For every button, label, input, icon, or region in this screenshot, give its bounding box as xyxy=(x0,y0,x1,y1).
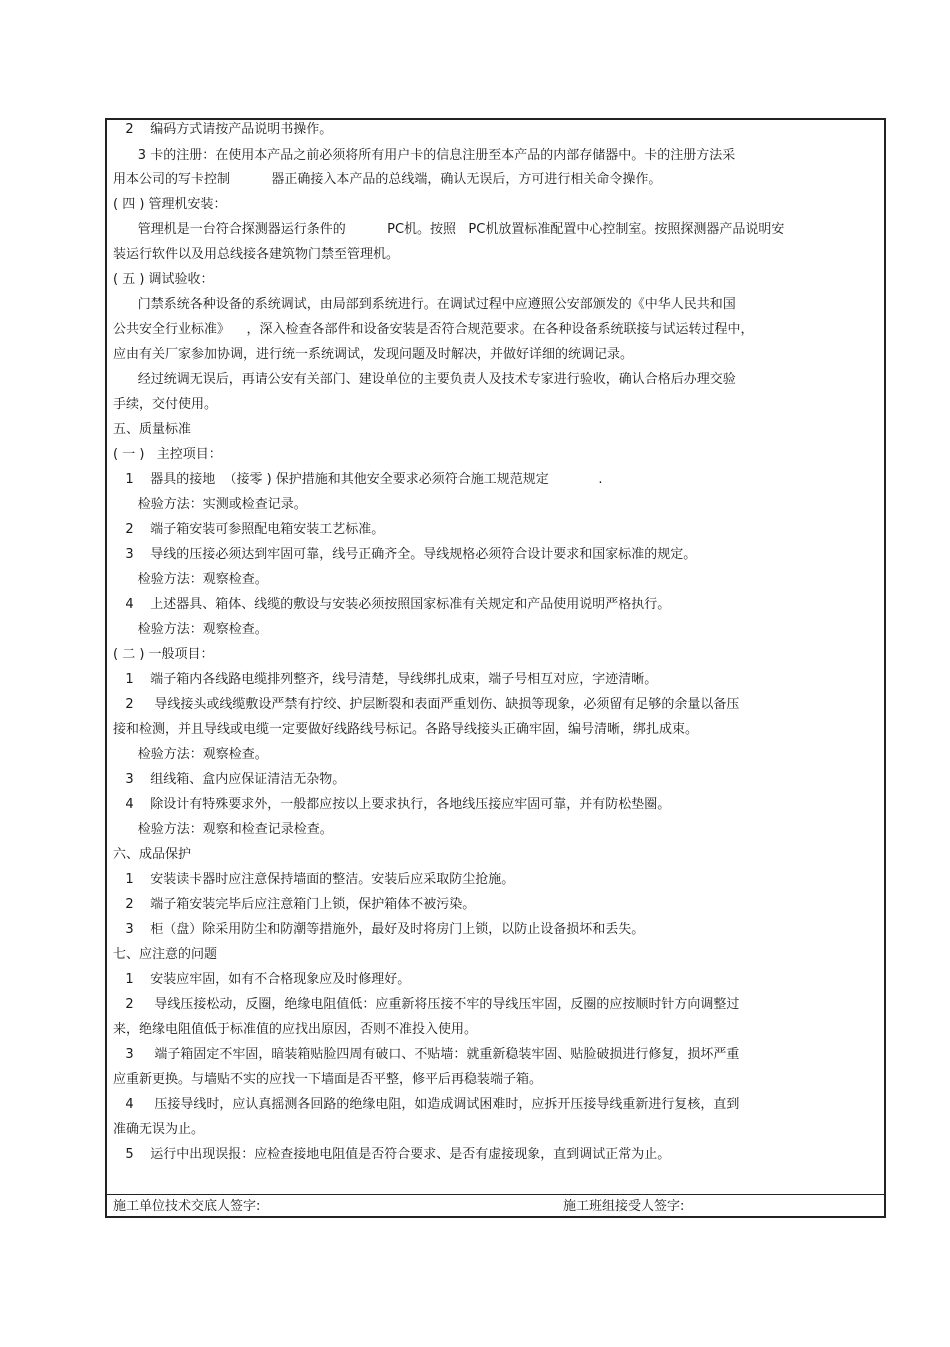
signature-divider xyxy=(107,1194,884,1195)
body-line: ( 二 ) 一般项目： xyxy=(113,647,214,662)
body-line: 2 导线压接松动，反圈，绝缘电阻值低：应重新将压接不牢的导线压牢固，反圈的应按顺时针方向调整过 xyxy=(113,997,740,1012)
body-line: 检验方法：观察检查。 xyxy=(113,622,268,637)
body-line: 1 端子箱内各线路电缆排列整齐，线号清楚，导线绑扎成束，端子号相互对应，字迹清晰。 xyxy=(113,672,658,687)
body-line: 3 柜（盘）除采用防尘和防潮等措施外，最好及时将房门上锁，以防止设备损坏和丢失。 xyxy=(113,922,645,937)
body-line: 1 安装读卡器时应注意保持墙面的整洁。安装后应采取防尘抢施。 xyxy=(113,872,515,887)
body-line: 2 端子箱安装完毕后应注意箱门上锁，保护箱体不被污染。 xyxy=(113,897,476,912)
body-line: 检验方法：观察检查。 xyxy=(113,747,268,762)
body-line: 3 导线的压接必须达到牢固可靠，线号正确齐全。导线规格必须符合设计要求和国家标准的规定。 xyxy=(113,547,697,562)
body-line: 4 压接导线时，应认真摇测各回路的绝缘电阻，如造成调试困难时，应拆开压接导线重新进行复核，直到 xyxy=(113,1097,740,1112)
body-line: 1 安装应牢固，如有不合格现象应及时修理好。 xyxy=(113,972,411,987)
body-line: 3 端子箱固定不牢固，暗装箱贴脸四周有破口、不贴墙：就重新稳装牢固、贴脸破损进行修复，损坏严重 xyxy=(113,1047,740,1062)
body-line: 2 导线接头或线缆敷设严禁有拧绞、护层断裂和表面严重划伤、缺损等现象，必须留有足够的余量以备压 xyxy=(113,697,740,712)
body-line: 2 编码方式请按产品说明书操作。 xyxy=(113,122,333,137)
body-line: 4 除设计有特殊要求外，一般都应按以上要求执行，各地线压接应牢固可靠，并有防松垫圈。 xyxy=(113,797,671,812)
body-line: 装运行软件以及用总线接各建筑物门禁至管理机。 xyxy=(113,247,400,262)
body-line: 3 组线箱、盒内应保证清洁无杂物。 xyxy=(113,772,346,787)
body-line: 应由有关厂家参加协调，进行统一系统调试，发现问题及时解决，并做好详细的统调记录。 xyxy=(113,347,634,362)
body-line: 公共安全行业标准》 ，深入检查各部件和设备安装是否符合规范要求。在各种设备系统联接与试运转过程中， xyxy=(113,322,754,337)
body-line: ( 五 ) 调试验收： xyxy=(113,272,214,287)
body-line: 手续，交付使用。 xyxy=(113,397,218,412)
body-line: 检验方法：观察和检查记录检查。 xyxy=(113,822,333,837)
body-line: 经过统调无误后，再请公安有关部门、建设单位的主要负责人及技术专家进行验收，确认合格后办理交验 xyxy=(113,372,736,387)
body-line: 1 器具的接地 （接零 ) 保护措施和其他安全要求必须符合施工规范规定 . xyxy=(113,472,603,487)
team-receiver-signature-label: 施工班组接受人签字: xyxy=(563,1199,685,1214)
body-line: 应重新更换。与墙贴不实的应找一下墙面是否平整，修平后再稳装端子箱。 xyxy=(113,1072,543,1087)
body-line: 4 上述器具、箱体、线缆的敷设与安装必须按照国家标准有关规定和产品使用说明严格执行。 xyxy=(113,597,671,612)
body-line: 5 运行中出现误报：应检查接地电阻值是否符合要求、是否有虚接现象，直到调试正常为止。 xyxy=(113,1147,671,1162)
body-line: 检验方法：观察检查。 xyxy=(113,572,268,587)
body-line: 六、成品保护 xyxy=(113,847,192,862)
body-line: 检验方法：实测或检查记录。 xyxy=(113,497,307,512)
body-line: ( 四 ) 管理机安装： xyxy=(113,197,227,212)
body-line: 3 卡的注册：在使用本产品之前必须将所有用户卡的信息注册至本产品的内部存储器中。卡的注册方法采 xyxy=(113,148,736,163)
body-line: 接和检测，并且导线或电缆一定要做好线路线号标记。各路导线接头正确牢固，编号清晰，绑扎成束。 xyxy=(113,722,699,737)
body-line: 门禁系统各种设备的系统调试，由局部到系统进行。在调试过程中应遵照公安部颁发的《中华人民共和国 xyxy=(113,297,736,312)
body-line: 来，绝缘电阻值低于标准值的应找出原因，否则不准投入使用。 xyxy=(113,1022,478,1037)
body-line: ( 一 ) 主控项目： xyxy=(113,447,222,462)
body-line: 七、应注意的问题 xyxy=(113,947,218,962)
tech-briefer-signature-label: 施工单位技术交底人签字: xyxy=(113,1199,261,1214)
body-line: 五、质量标准 xyxy=(113,422,192,437)
body-line: 用本公司的写卡控制 器正确接入本产品的总线端，确认无误后，方可进行相关命令操作。 xyxy=(113,172,662,187)
body-line: 管理机是一台符合探测器运行条件的 PC机。按照 PC机放置标准配置中心控制室。按照探测器产品说明安 xyxy=(113,222,785,237)
body-line: 准确无误为止。 xyxy=(113,1122,205,1137)
body-line: 2 端子箱安装可参照配电箱安装工艺标准。 xyxy=(113,522,385,537)
